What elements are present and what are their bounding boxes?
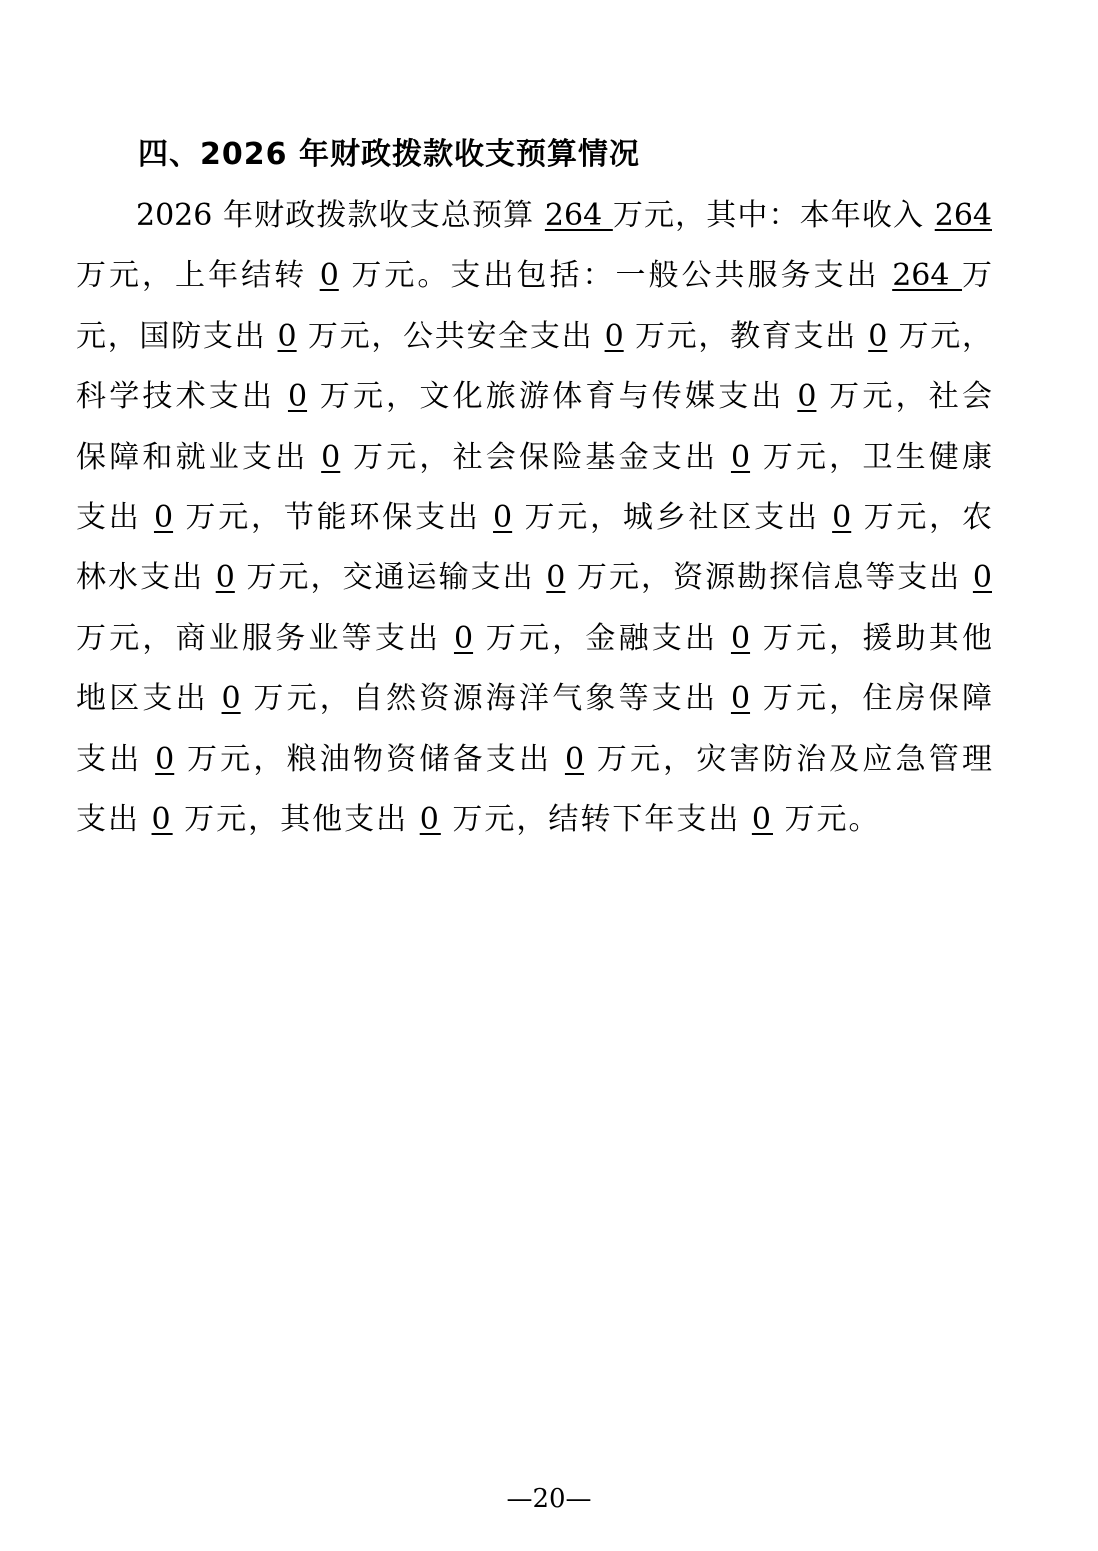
amount-value: 0: [564, 741, 585, 777]
text-segment: 支出: [76, 741, 156, 777]
amount-value: 0: [797, 379, 817, 415]
text-segment: 万元，农: [851, 500, 992, 535]
text-line: [76, 679, 992, 719]
text-line: [76, 317, 992, 357]
text-segment: 支出: [76, 500, 154, 535]
text-segment: 万元，教育支出: [623, 318, 869, 354]
text-segment: 万元，公共安全支出: [296, 318, 605, 354]
text-segment: 元，国防支出: [76, 318, 278, 354]
amount-value: 0: [215, 560, 235, 596]
text-segment: 万元，自然资源海洋气象等支出: [240, 681, 731, 717]
text-line: [76, 619, 992, 659]
amount-value: 0: [832, 500, 852, 535]
text-segment: 万元。: [772, 802, 881, 837]
text-segment: 万元，粮油物资储备支出: [174, 741, 565, 777]
text-segment: 支出: [76, 802, 152, 837]
text-line: [76, 438, 992, 478]
text-segment: 万元，社会保险基金支出: [340, 439, 731, 475]
amount-value: 0: [453, 620, 474, 656]
text-segment: 万元，交通运输支出: [234, 560, 547, 596]
text-line: [136, 196, 992, 236]
text-line: [76, 377, 992, 417]
amount-value: 0: [493, 500, 513, 535]
text-segment: 2026 年财政拨款收支总预算: [136, 198, 545, 233]
amount-value: 0: [151, 802, 173, 837]
text-segment: 万元，其中：本年收入: [612, 198, 935, 233]
amount-value: 0: [604, 318, 624, 354]
text-line: [76, 740, 992, 780]
section-heading: 四、2026 年财政拨款收支预算情况: [138, 137, 640, 172]
text-segment: 万元，援助其他: [750, 620, 992, 656]
amount-value: 0: [287, 379, 308, 415]
amount-value: 0: [751, 802, 773, 837]
text-segment: 万: [962, 258, 993, 294]
amount-value: 0: [419, 802, 441, 837]
amount-value: 0: [546, 560, 566, 596]
text-segment: 万元，其他支出: [172, 802, 420, 837]
amount-value: 0: [153, 500, 174, 535]
amount-value: 0: [868, 318, 888, 354]
amount-value: 264: [934, 198, 992, 233]
text-line: [76, 558, 992, 598]
text-segment: 万元，资源勘探信息等支出: [565, 560, 973, 596]
amount-value: 0: [319, 258, 339, 294]
amount-value: 0: [221, 681, 241, 717]
text-line: [76, 800, 992, 840]
amount-value: 0: [155, 741, 175, 777]
amount-value: 0: [730, 620, 751, 656]
text-segment: 地区支出: [76, 681, 222, 717]
text-line: [76, 256, 992, 296]
text-segment: 万元，商业服务业等支出: [76, 620, 454, 656]
text-segment: 万元。支出包括：一般公共服务支出: [338, 258, 893, 294]
amount-value: 0: [730, 681, 751, 717]
text-segment: 万元，节能环保支出: [173, 500, 494, 535]
text-segment: 万元，卫生健康: [750, 439, 992, 475]
amount-value: 264: [892, 258, 963, 294]
text-line: [76, 498, 992, 538]
amount-value: 0: [730, 439, 751, 475]
text-segment: 科学技术支出: [76, 379, 288, 415]
amount-value: 264: [544, 198, 613, 233]
text-segment: 万元，: [887, 318, 992, 354]
text-segment: 万元，金融支出: [473, 620, 731, 656]
text-segment: 万元，住房保障: [750, 681, 992, 717]
text-segment: 万元，上年结转: [76, 258, 320, 294]
amount-value: 0: [277, 318, 297, 354]
text-segment: 保障和就业支出: [76, 439, 322, 475]
text-segment: 万元，城乡社区支出: [512, 500, 833, 535]
text-segment: 万元，文化旅游体育与传媒支出: [307, 379, 798, 415]
amount-value: 0: [972, 560, 992, 596]
page-number: —20—: [506, 1484, 592, 1514]
text-segment: 万元，社会: [816, 379, 992, 415]
text-segment: 万元，结转下年支出: [440, 802, 752, 837]
text-segment: 万元，灾害防治及应急管理: [584, 741, 992, 777]
text-segment: 林水支出: [76, 560, 216, 596]
amount-value: 0: [321, 439, 341, 475]
